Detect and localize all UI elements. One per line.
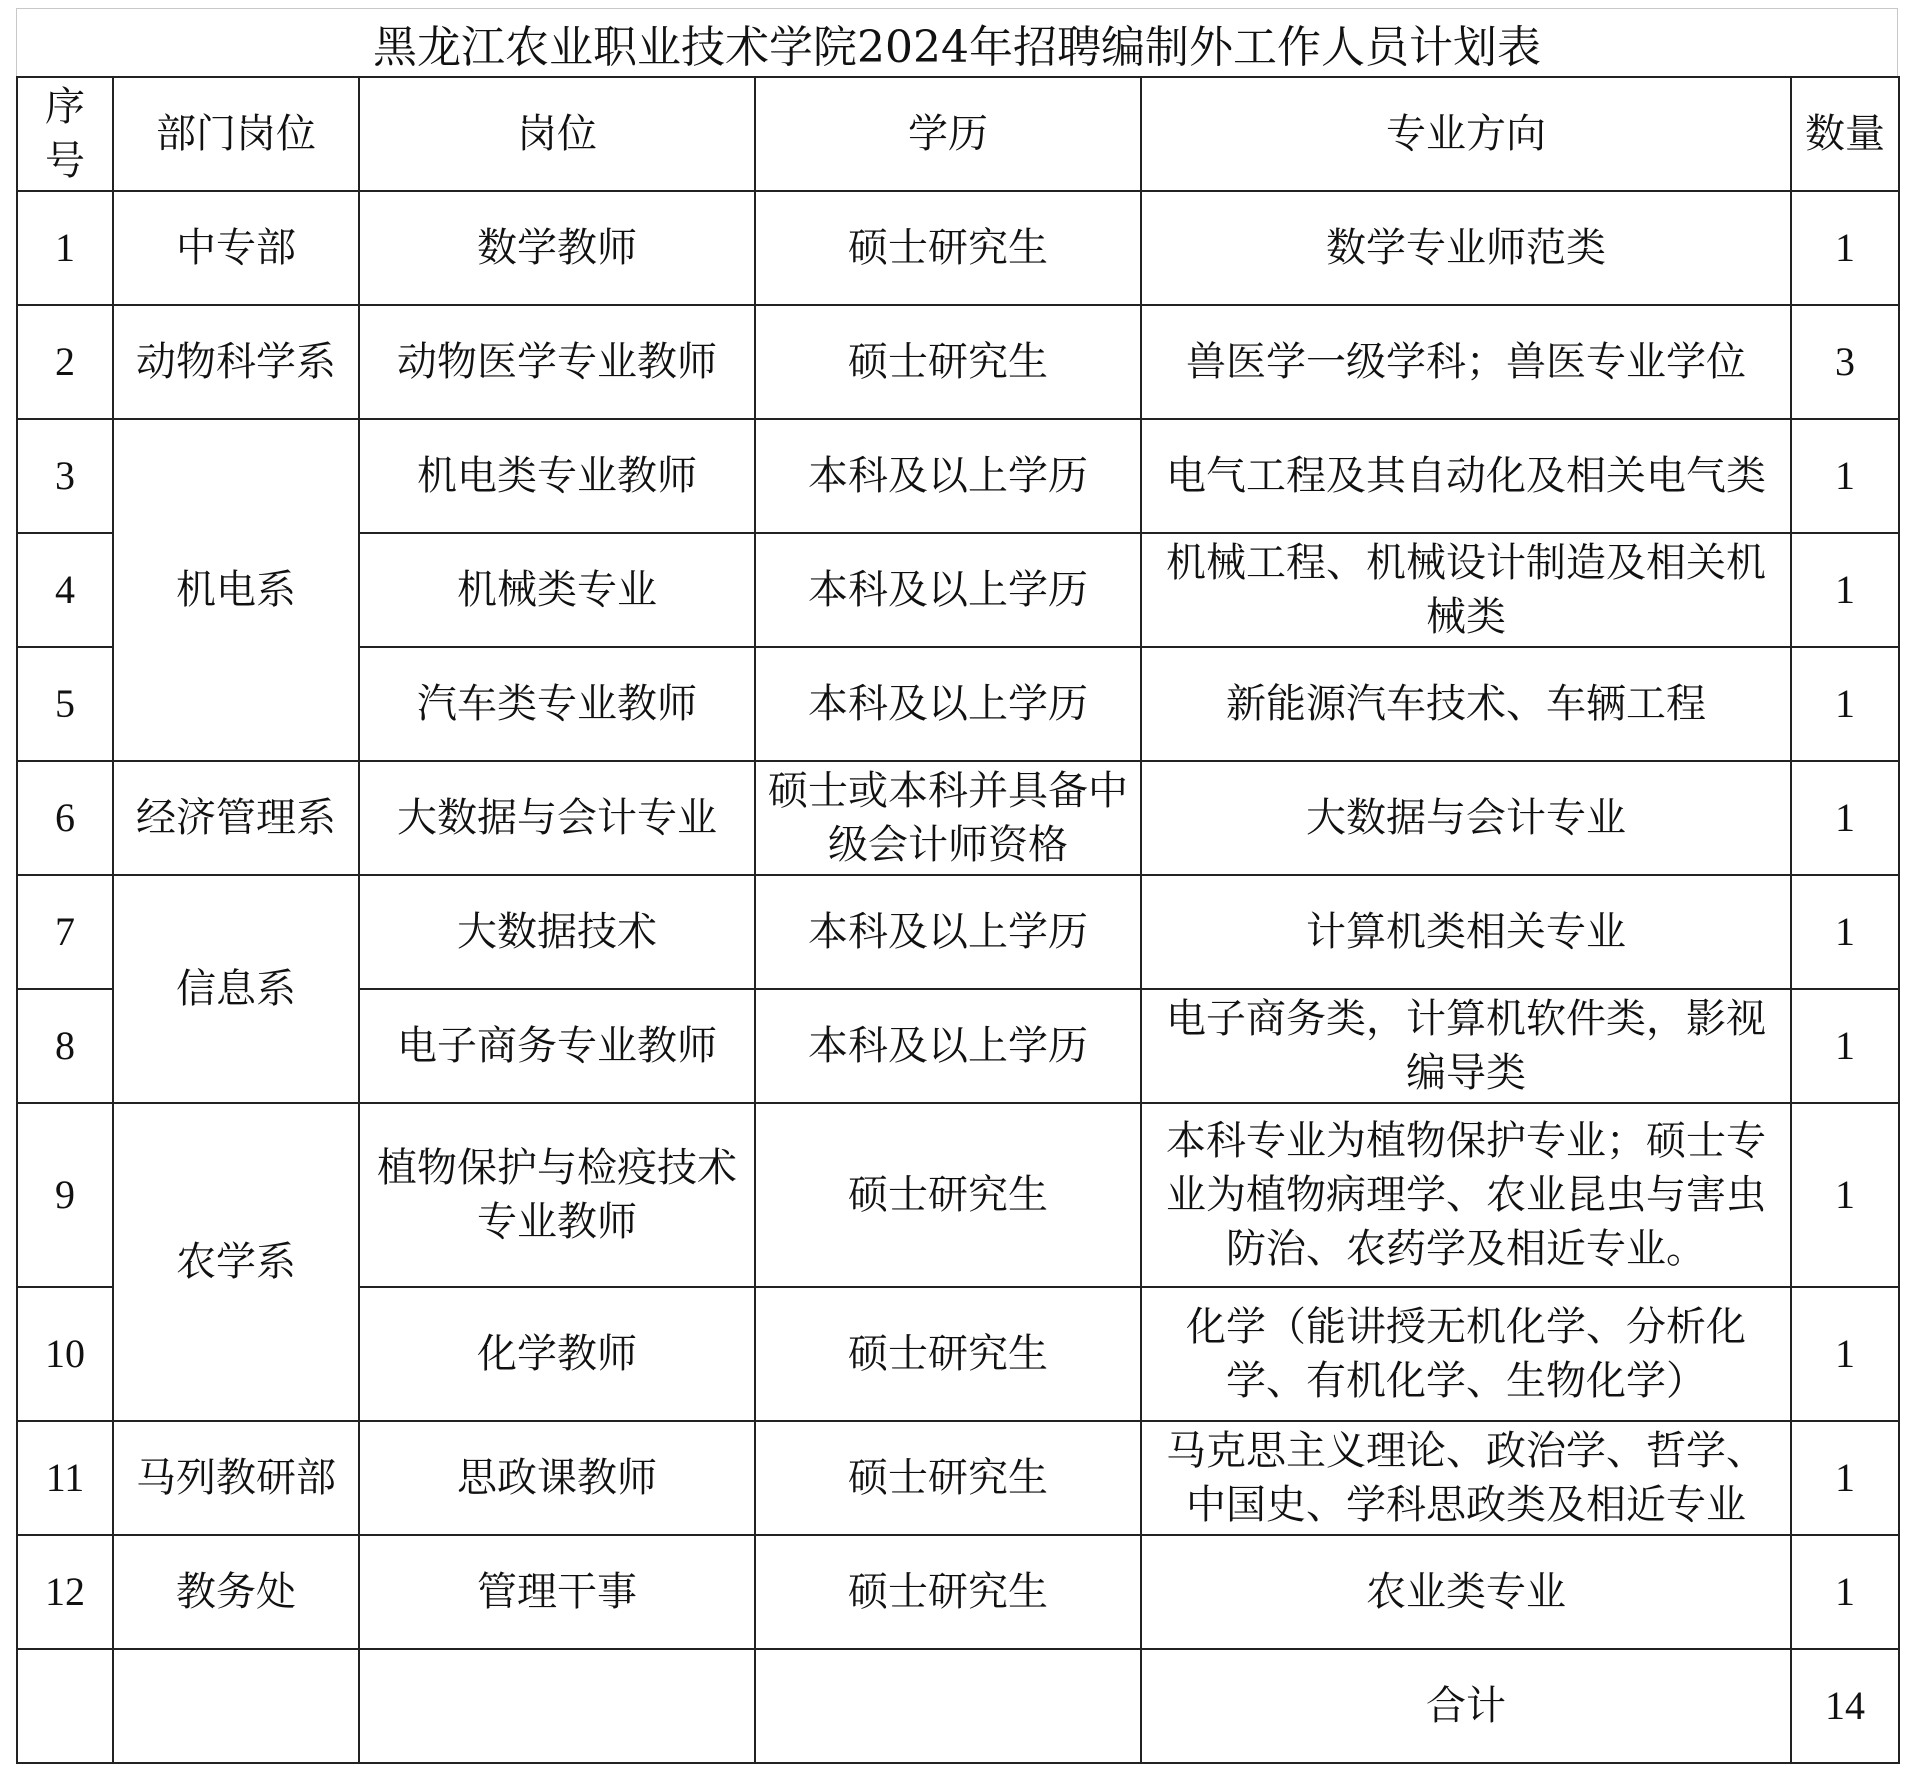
page-title: 黑龙江农业职业技术学院2024年招聘编制外工作人员计划表 [373, 21, 1541, 73]
position-cell: 汽车类专业教师 [359, 647, 755, 761]
department-cell: 中专部 [113, 191, 359, 305]
quantity-cell: 1 [1791, 533, 1899, 647]
quantity-cell: 1 [1791, 1287, 1899, 1421]
education-cell: 硕士研究生 [755, 1421, 1141, 1535]
education-cell: 硕士研究生 [755, 1287, 1141, 1421]
education-cell: 本科及以上学历 [755, 875, 1141, 989]
quantity-cell: 1 [1791, 647, 1899, 761]
table-row [17, 875, 1899, 989]
education-cell: 硕士研究生 [755, 305, 1141, 419]
major-cell: 机械工程、机械设计制造及相关机械类 [1141, 533, 1791, 647]
position-cell: 电子商务专业教师 [359, 989, 755, 1103]
empty-cell [359, 1649, 755, 1763]
major-cell: 新能源汽车技术、车辆工程 [1141, 647, 1791, 761]
seq-cell: 10 [17, 1287, 113, 1421]
major-cell: 本科专业为植物保护专业；硕士专业为植物病理学、农业昆虫与害虫防治、农药学及相近专业。 [1141, 1103, 1791, 1287]
seq-cell: 11 [17, 1421, 113, 1535]
quantity-cell: 1 [1791, 1103, 1899, 1287]
department-cell: 机电系 [113, 419, 359, 761]
major-cell: 化学（能讲授无机化学、分析化学、有机化学、生物化学） [1141, 1287, 1791, 1421]
header-row [17, 77, 1899, 191]
table-row [17, 761, 1899, 875]
header-seq: 序 号 [17, 77, 113, 191]
quantity-cell: 3 [1791, 305, 1899, 419]
total-label: 合计 [1141, 1649, 1791, 1763]
seq-cell: 8 [17, 989, 113, 1103]
department-cell: 经济管理系 [113, 761, 359, 875]
empty-cell [17, 1649, 113, 1763]
empty-cell [113, 1649, 359, 1763]
education-cell: 本科及以上学历 [755, 647, 1141, 761]
education-cell: 本科及以上学历 [755, 533, 1141, 647]
position-cell: 动物医学专业教师 [359, 305, 755, 419]
seq-cell: 2 [17, 305, 113, 419]
department-cell: 信息系 [113, 875, 359, 1103]
title-bar [16, 8, 1898, 76]
position-cell: 化学教师 [359, 1287, 755, 1421]
header-education: 学历 [755, 77, 1141, 191]
position-cell: 大数据与会计专业 [359, 761, 755, 875]
position-cell: 管理干事 [359, 1535, 755, 1649]
recruitment-plan-table [16, 76, 1900, 1764]
education-cell: 硕士研究生 [755, 1535, 1141, 1649]
total-value: 14 [1791, 1649, 1899, 1763]
header-department: 部门岗位 [113, 77, 359, 191]
seq-cell: 9 [17, 1103, 113, 1287]
total-row [17, 1649, 1899, 1763]
quantity-cell: 1 [1791, 1421, 1899, 1535]
education-cell: 硕士研究生 [755, 1103, 1141, 1287]
table-row [17, 1535, 1899, 1649]
position-cell: 机械类专业 [359, 533, 755, 647]
position-cell: 机电类专业教师 [359, 419, 755, 533]
education-cell: 硕士研究生 [755, 191, 1141, 305]
empty-cell [755, 1649, 1141, 1763]
education-cell: 本科及以上学历 [755, 419, 1141, 533]
seq-cell: 3 [17, 419, 113, 533]
seq-cell: 6 [17, 761, 113, 875]
position-cell: 思政课教师 [359, 1421, 755, 1535]
quantity-cell: 1 [1791, 191, 1899, 305]
header-position: 岗位 [359, 77, 755, 191]
position-cell: 数学教师 [359, 191, 755, 305]
seq-cell: 7 [17, 875, 113, 989]
quantity-cell: 1 [1791, 761, 1899, 875]
major-cell: 马克思主义理论、政治学、哲学、中国史、学科思政类及相近专业 [1141, 1421, 1791, 1535]
seq-cell: 12 [17, 1535, 113, 1649]
major-cell: 电子商务类，计算机软件类，影视编导类 [1141, 989, 1791, 1103]
major-cell: 数学专业师范类 [1141, 191, 1791, 305]
quantity-cell: 1 [1791, 1535, 1899, 1649]
education-cell: 本科及以上学历 [755, 989, 1141, 1103]
table-row [17, 1103, 1899, 1287]
major-cell: 农业类专业 [1141, 1535, 1791, 1649]
education-cell: 硕士或本科并具备中级会计师资格 [755, 761, 1141, 875]
quantity-cell: 1 [1791, 875, 1899, 989]
seq-cell: 5 [17, 647, 113, 761]
header-major: 专业方向 [1141, 77, 1791, 191]
quantity-cell: 1 [1791, 419, 1899, 533]
seq-cell: 4 [17, 533, 113, 647]
quantity-cell: 1 [1791, 989, 1899, 1103]
table-row [17, 419, 1899, 533]
table-row [17, 305, 1899, 419]
department-cell: 马列教研部 [113, 1421, 359, 1535]
position-cell: 大数据技术 [359, 875, 755, 989]
major-cell: 大数据与会计专业 [1141, 761, 1791, 875]
major-cell: 计算机类相关专业 [1141, 875, 1791, 989]
department-cell: 教务处 [113, 1535, 359, 1649]
seq-cell: 1 [17, 191, 113, 305]
position-cell: 植物保护与检疫技术专业教师 [359, 1103, 755, 1287]
major-cell: 电气工程及其自动化及相关电气类 [1141, 419, 1791, 533]
table-row [17, 191, 1899, 305]
header-quantity: 数量 [1791, 77, 1899, 191]
department-cell: 动物科学系 [113, 305, 359, 419]
major-cell: 兽医学一级学科；兽医专业学位 [1141, 305, 1791, 419]
table-row [17, 1421, 1899, 1535]
department-cell: 农学系 [113, 1103, 359, 1421]
